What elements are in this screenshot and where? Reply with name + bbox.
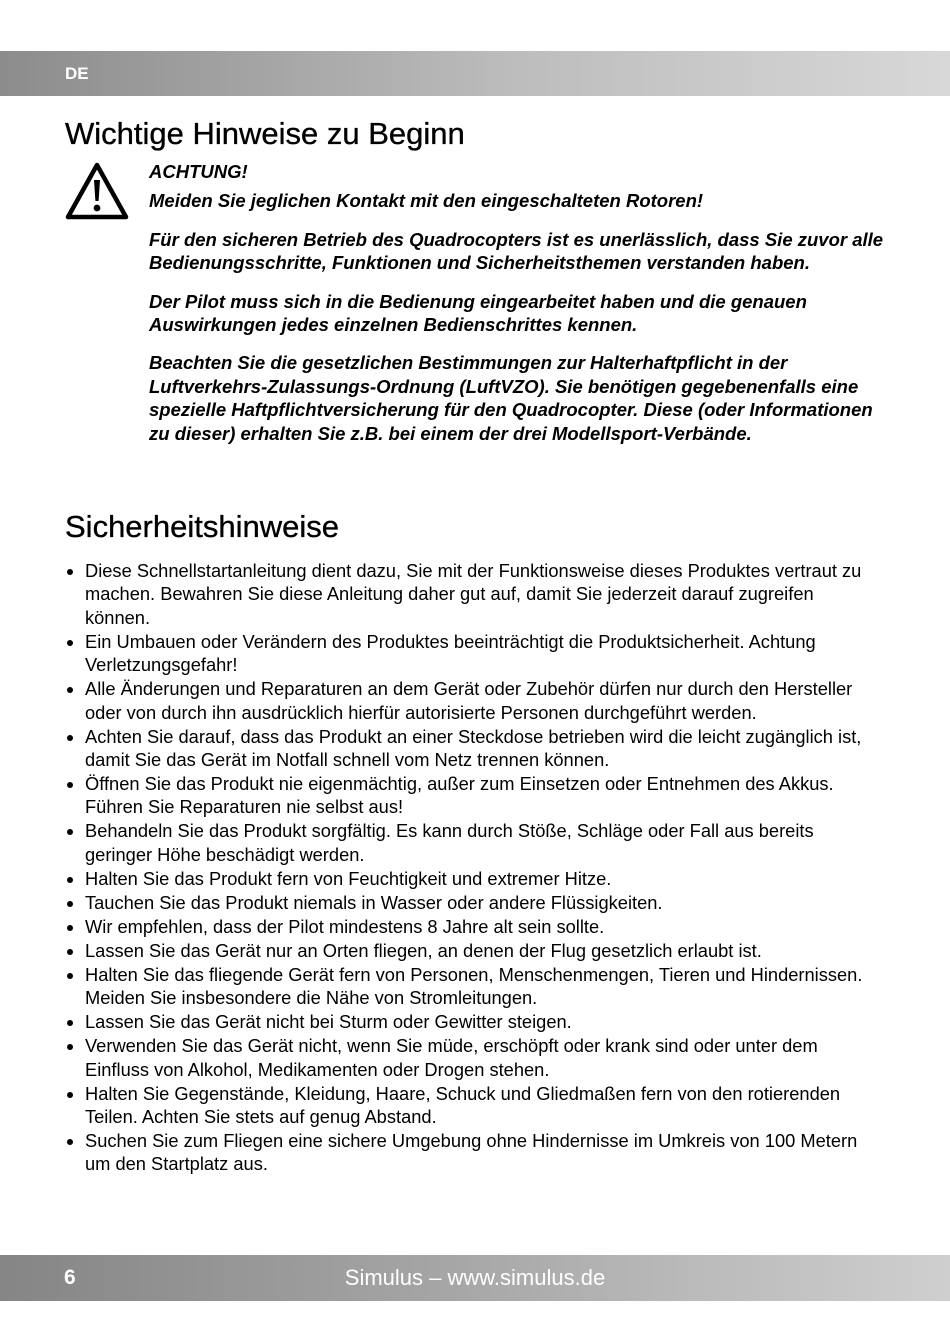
safety-notes-list [65,559,865,1176]
header-bar [0,51,950,96]
list-item: Lassen Sie das Gerät nur an Orten fliegen, an denen der Flug gesetzlich erlaubt ist. [65,939,865,962]
list-item: Öffnen Sie das Produkt nie eigenmächtig, außer zum Einsetzen oder Entnehmen des Akkus. Führen Sie Reparaturen nie selbst aus! [65,772,865,819]
list-item: Wir empfehlen, dass der Pilot mindestens 8 Jahre alt sein sollte. [65,915,865,938]
list-item: Alle Änderungen und Reparaturen an dem Gerät oder Zubehör dürfen nur durch den Hersteller oder von durch ihn ausdrücklich hierfür autorisierte Personen durchgeführt werden. [65,677,865,724]
list-item: Achten Sie darauf, dass das Produkt an einer Steckdose betrieben wird die leicht zugänglich ist, damit Sie das Gerät im Notfall schnell vom Netz trennen können. [65,725,865,772]
list-item: Halten Sie Gegenstände, Kleidung, Haare, Schuck und Gliedmaßen fern von den rotierenden Teilen. Achten Sie stets auf genug Abstand. [65,1082,865,1129]
section-title-important-notes: Wichtige Hinweise zu Beginn [65,116,465,151]
list-item: Tauchen Sie das Produkt niemals in Wasser oder andere Flüssigkeiten. [65,891,865,914]
list-item: Lassen Sie das Gerät nicht bei Sturm oder Gewitter steigen. [65,1010,865,1033]
list-item: Behandeln Sie das Produkt sorgfältig. Es kann durch Stöße, Schläge oder Fall aus bereits geringer Höhe beschädigt werden. [65,819,865,866]
list-item: Verwenden Sie das Gerät nicht, wenn Sie müde, erschöpft oder krank sind oder unter dem Einfluss von Alkohol, Medikamenten oder Drogen stehen. [65,1034,865,1081]
warning-paragraph: Für den sicheren Betrieb des Quadrocopters ist es unerlässlich, dass Sie zuvor alle Bedienungsschritte, Funktionen und Sicherheitsthemen verstanden haben. [149,228,884,274]
list-item: Halten Sie das Produkt fern von Feuchtigkeit und extremer Hitze. [65,867,865,890]
warning-heading: ACHTUNG! [149,161,248,182]
list-item: Suchen Sie zum Fliegen eine sichere Umgebung ohne Hindernisse im Umkreis von 100 Metern um den Startplatz aus. [65,1129,865,1176]
footer-bar [0,1255,950,1301]
warning-paragraph: Meiden Sie jeglichen Kontakt mit den eingeschalteten Rotoren! [149,190,704,212]
warning-paragraph: Beachten Sie die gesetzlichen Bestimmungen zur Halterhaftpflicht in der Luftverkehrs-Zulassungs-Ordnung (LuftVZO). Sie benötigen gegebenenfalls eine spezielle Haftpflichtversicherung für den Quadrocopter. Diese (oder Informationen zu dieser) erhalten Sie z.B. bei einem der drei Modellsport-Verbände. [149,352,873,444]
list-item: Ein Umbauen oder Verändern des Produktes beeinträchtigt die Produktsicherheit. Achtung Verletzungsgefahr! [65,630,865,677]
footer-website: Simulus – www.simulus.de [344,1265,606,1290]
list-item: Diese Schnellstartanleitung dient dazu, Sie mit der Funktionsweise dieses Produktes vertraut zu machen. Bewahren Sie diese Anleitung daher gut auf, damit Sie jederzeit darauf zugreifen können. [65,559,865,629]
section-title-safety-notes: Sicherheitshinweise [65,509,339,544]
list-item: Halten Sie das fliegende Gerät fern von Personen, Menschenmengen, Tieren und Hindernissen. Meiden Sie insbesondere die Nähe von Stromleitungen. [65,963,865,1010]
warning-text-block [149,160,894,460]
warning-paragraph: Der Pilot muss sich in die Bedienung eingearbeitet haben und die genauen Auswirkungen jedes einzelnen Bedienschrittes kennen. [149,290,807,336]
warning-triangle-icon [64,160,130,222]
language-label: DE [65,64,89,83]
page-number: 6 [64,1266,76,1289]
